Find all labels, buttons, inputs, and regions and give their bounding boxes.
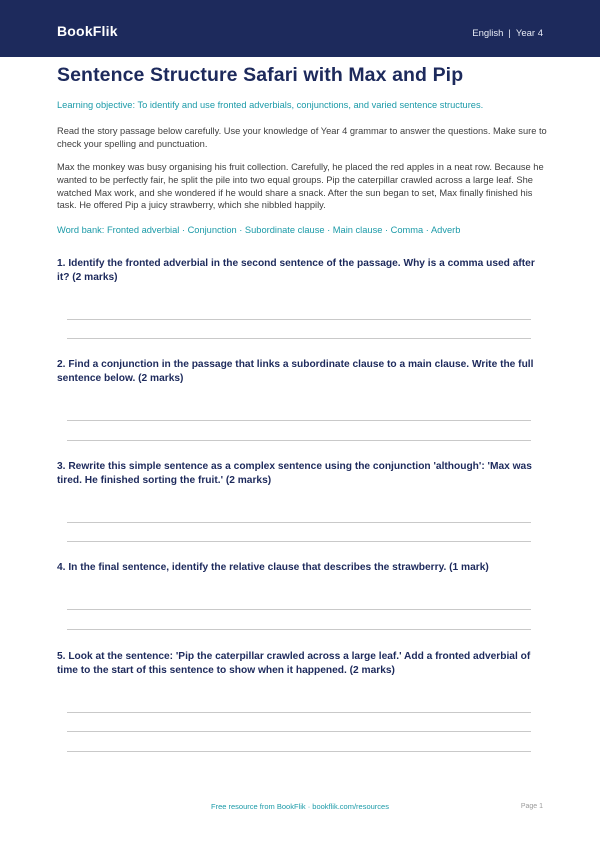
brand-logo[interactable]: BookFlik: [57, 23, 118, 39]
meta-separator: |: [508, 28, 511, 39]
question-3: 3. Rewrite this simple sentence as a complex sentence using the conjunction 'although': 'Max was tired. He finished sorting the fruit.' (2 marks): [57, 461, 532, 486]
page-header: [0, 0, 600, 57]
question-5: 5. Look at the sentence: 'Pip the caterpillar crawled across a large leaf.' Add a fronted adverbial of time to the start of this sentence to show when it happened. (2 marks): [57, 651, 531, 676]
page-number: Page 1: [520, 803, 543, 810]
answer-line[interactable]: [67, 522, 531, 523]
answer-line[interactable]: [67, 731, 531, 732]
footer-link[interactable]: Free resource from BookFlik · bookflik.com/resources: [211, 802, 389, 811]
question-1: 1. Identify the fronted adverbial in the second sentence of the passage. Why is a comma used after it? (2 marks): [57, 258, 535, 283]
answer-line[interactable]: [67, 541, 531, 542]
page-title: Sentence Structure Safari with Max and Pip: [57, 64, 464, 86]
answer-line[interactable]: [67, 629, 531, 630]
answer-line[interactable]: [67, 319, 531, 320]
instructions-text: Read the story passage below carefully. Use your knowledge of Year 4 grammar to answer the questions. Make sure to check your spelling and punctuation.: [57, 126, 547, 149]
learning-objective: Learning objective: To identify and use fronted adverbials, conjunctions, and varied sentence structures.: [57, 100, 484, 110]
question-2: 2. Find a conjunction in the passage that links a subordinate clause to a main clause. Write the full sentence below. (2 marks): [57, 359, 534, 384]
answer-line[interactable]: [67, 712, 531, 713]
word-bank: Word bank: Fronted adverbial · Conjunction · Subordinate clause · Main clause · Comma · Adverb: [57, 225, 461, 235]
answer-line[interactable]: [67, 440, 531, 441]
answer-line[interactable]: [67, 338, 531, 339]
year-label: Year 4: [515, 28, 543, 39]
subject-label: English: [472, 28, 504, 39]
story-passage: Max the monkey was busy organising his fruit collection. Carefully, he placed the red apples in a neat row. Because he wanted to be perfectly fair, he split the pile into two equal groups. Pip the caterpillar crawled across a large leaf. She watched Max work, and she wondered if he would share a snack. After the sun began to set, Max finally finished his task. He offered Pip a juicy strawberry, which she nibbled happily.: [57, 162, 544, 211]
answer-line[interactable]: [67, 751, 531, 752]
answer-line[interactable]: [67, 420, 531, 421]
subject-meta: [472, 28, 543, 39]
answer-line[interactable]: [67, 609, 531, 610]
question-4: 4. In the final sentence, identify the relative clause that describes the strawberry. (1 mark): [57, 562, 489, 573]
